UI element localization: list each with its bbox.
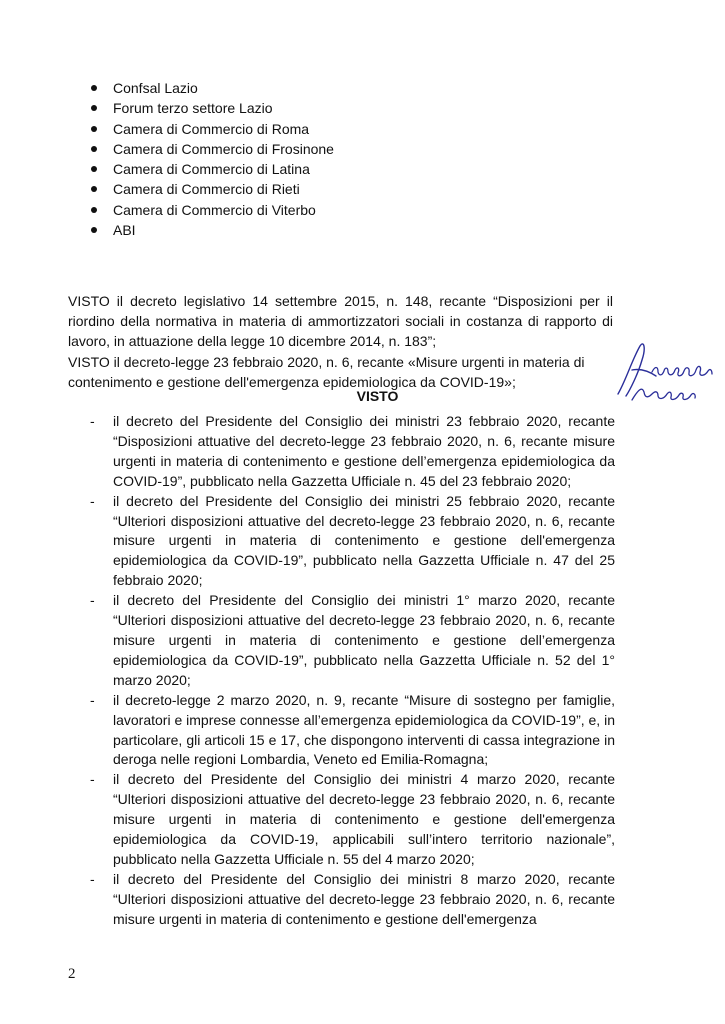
list-item: Camera di Commercio di Frosinone: [90, 139, 334, 159]
visto-paragraph: VISTO il decreto legislativo 14 settembre 2015, n. 148, recante “Disposizioni per il riordino della normativa in materia di ammortizzatori sociali in costanza di rapporto di lavoro, in attuazione della legge 10 dicembre 2014, n. 183”;: [68, 293, 613, 350]
list-item: - il decreto del Presidente del Consiglio dei ministri 1° marzo 2020, recante “Ulteriori disposizioni attuative del decreto-legge 23 febbraio 2020, n. 6, recante misure urgenti in materia di contenimento e gestione dell’emergenza epidemiologica da COVID-19”, pubblicato nella Gazzetta Ufficiale n. 52 del 1° marzo 2020;: [90, 592, 615, 688]
list-item: Camera di Commercio di Rieti: [90, 179, 334, 199]
bullet-dot-icon: [91, 227, 97, 233]
list-item: Camera di Commercio di Roma: [90, 119, 334, 139]
list-item: Camera di Commercio di Latina: [90, 159, 334, 179]
list-item: - il decreto del Presidente del Consiglio dei ministri 4 marzo 2020, recante “Ulteriori disposizioni attuative del decreto-legge 23 febbraio 2020, n. 6, recante misure urgenti in materia di contenimento e gestione dell'emergenza epidemiologica da COVID-19, applicabili sull’intero territorio nazionale”, pubblicato nella Gazzetta Ufficiale n. 55 del 4 marzo 2020;: [90, 771, 615, 867]
bullet-dot-icon: [91, 166, 97, 172]
dash-marker: -: [90, 492, 95, 509]
visto-paragraphs: [68, 291, 613, 392]
page-number: 2: [68, 966, 76, 982]
dash-marker: -: [90, 413, 95, 429]
list-item: - il decreto del Presidente del Consiglio dei ministri 8 marzo 2020, recante “Ulteriori disposizioni attuative del decreto-legge 23 febbraio 2020, n. 6, recante misure urgenti in materia di contenimento e gestione dell'emergenza: [90, 870, 615, 927]
organization-list: [90, 78, 334, 240]
section-heading: VISTO: [356, 388, 399, 404]
list-item: ABI: [90, 220, 334, 240]
list-item: Camera di Commercio di Viterbo: [90, 200, 334, 220]
list-item: - il decreto del Presidente del Consiglio dei ministri 25 febbraio 2020, recante “Ulteriori disposizioni attuative del decreto-legge 23 febbraio 2020, n. 6, recante misure urgenti in materia di contenimento e gestione dell'emergenza epidemiologica da COVID-19”, pubblicato nella Gazzetta Ufficiale n. 47 del 25 febbraio 2020;: [90, 492, 615, 589]
dash-marker: -: [90, 771, 95, 788]
bullet-dot-icon: [91, 146, 97, 152]
signature-stroke: [618, 344, 656, 396]
list-item: - il decreto del Presidente del Consiglio dei ministri 23 febbraio 2020, recante “Disposizioni attuative del decreto-legge 23 febbraio 2020, n. 6, recante misure urgenti in materia di contenimento e gestione dell’emergenza epidemiologica da COVID-19”, pubblicato nella Gazzetta Ufficiale n. 45 del 23 febbraio 2020;: [90, 413, 615, 489]
signature-stroke: [632, 389, 695, 400]
list-item: - il decreto-legge 2 marzo 2020, n. 9, recante “Misure di sostegno per famiglie, lavoratori e imprese connesse all’emergenza epidemiologica da COVID-19”, e, in particolare, gli articoli 15 e 17, che dispongono interventi di cassa integrazione in deroga nelle regioni Lombardia, Veneto ed Emilia-Romagna;: [90, 691, 615, 768]
list-item: Confsal Lazio: [90, 78, 334, 98]
decree-list: [90, 412, 615, 930]
bullet-dot-icon: [91, 207, 97, 213]
visto-paragraph: VISTO il decreto-legge 23 febbraio 2020, n. 6, recante «Misure urgenti in materia di contenimento e gestione dell'emergenza epidemiologica da COVID-19»;: [68, 353, 585, 390]
bullet-dot-icon: [91, 186, 97, 192]
signature-stroke: [652, 366, 712, 375]
dash-marker: -: [90, 592, 95, 609]
dash-marker: -: [90, 691, 95, 708]
bullet-dot-icon: [91, 85, 97, 91]
bullet-dot-icon: [91, 105, 97, 111]
dash-marker: -: [90, 870, 95, 887]
list-item: Forum terzo settore Lazio: [90, 98, 334, 118]
bullet-dot-icon: [91, 126, 97, 132]
handwritten-signature: [612, 330, 722, 410]
